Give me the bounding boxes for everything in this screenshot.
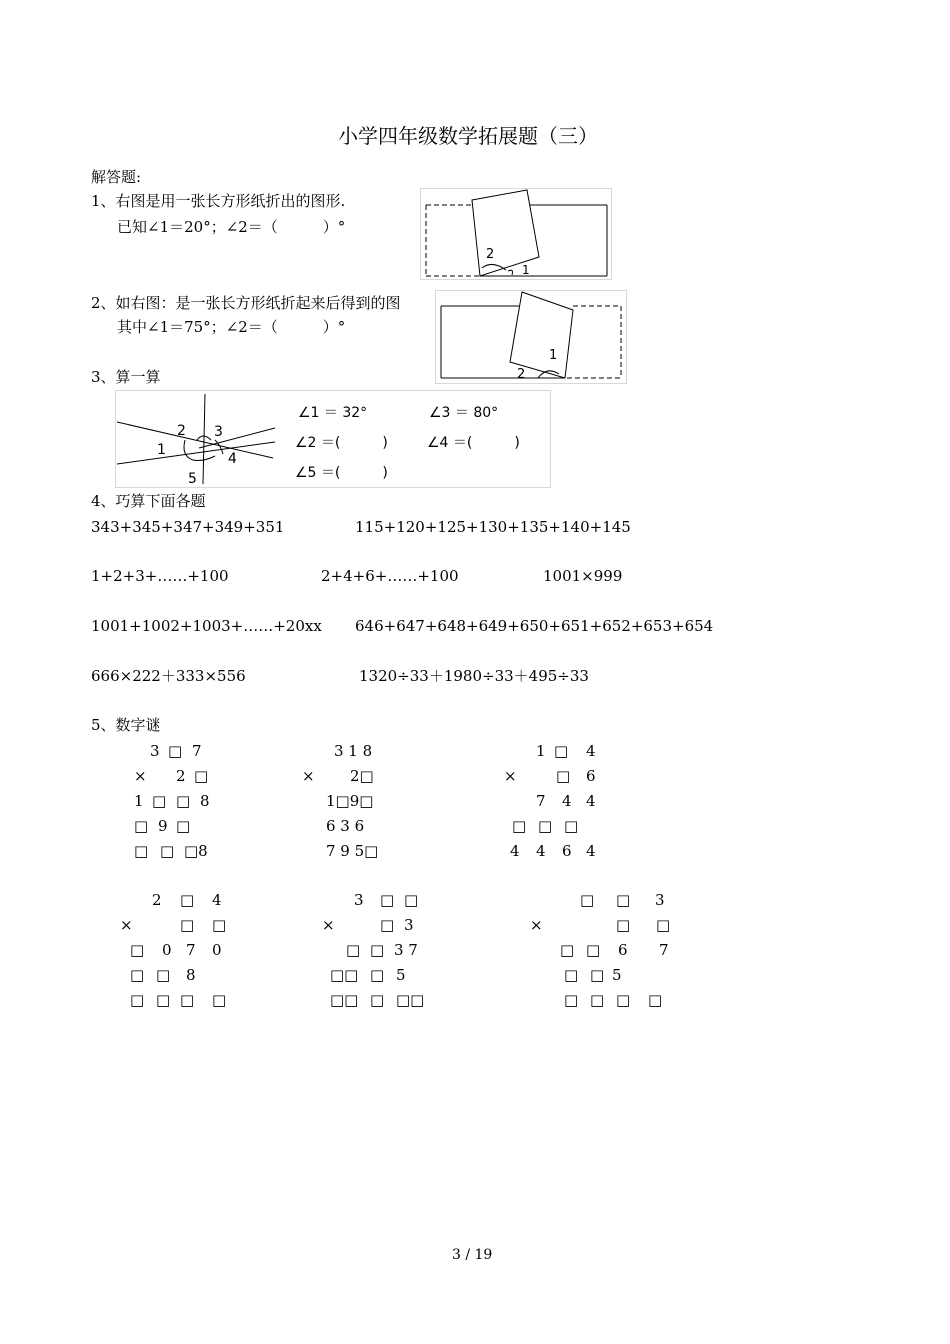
blank-box: □ — [156, 966, 171, 984]
digit: 2 — [152, 891, 162, 909]
digit-row: 3 7 — [394, 941, 418, 959]
digit-row: 6 3 6 — [326, 817, 365, 835]
q1-line2: 已知∠1＝20°；∠2＝（ ）° — [117, 218, 346, 236]
digit: 8 — [186, 966, 196, 984]
q4-expr: 646+647+648+649+650+651+652+653+654 — [355, 617, 714, 635]
blank-box: □ — [130, 991, 145, 1009]
blank-box: □ — [346, 941, 361, 959]
q2-line1: 2、如右图：是一张长方形纸折起来后得到的图 — [91, 294, 401, 312]
blank-box: □ — [152, 792, 167, 810]
blank-box: □ — [212, 916, 227, 934]
q4-heading: 4、巧算下面各题 — [91, 492, 206, 510]
blank-box: □ — [194, 767, 209, 785]
times-sign: × — [302, 767, 315, 785]
digit: 5 — [396, 966, 406, 984]
blank-box: □ — [616, 916, 631, 934]
digit: 3 — [404, 916, 414, 934]
q2-label-2: 2 — [517, 367, 526, 382]
q4-expr: 115+120+125+130+135+140+145 — [355, 518, 631, 536]
blank-box: □ — [564, 991, 579, 1009]
blank-box: □ — [564, 966, 579, 984]
q2-label-1: 1 — [549, 348, 558, 363]
blank-box: □ — [538, 817, 553, 835]
q3-ask-angle2: ∠2 ＝( ) — [295, 435, 388, 451]
blank-box: □ — [180, 991, 195, 1009]
digit: 3 — [150, 742, 160, 760]
q3-label-4: 4 — [228, 451, 237, 467]
blank-box: □ — [560, 941, 575, 959]
page-title: 小学四年级数学拓展题（三） — [338, 124, 598, 148]
digit-row: 1□9□ — [326, 792, 374, 810]
q3-given-angle3: ∠3 ＝ 80° — [429, 405, 499, 421]
q1-label-2: 2 — [486, 247, 495, 262]
digit: 3 — [655, 891, 665, 909]
digit: 4 — [586, 792, 596, 810]
q3-label-5: 5 — [188, 471, 197, 487]
q3-given-angle1: ∠1 ＝ 32° — [298, 405, 368, 421]
blank-box: □ — [370, 966, 385, 984]
digit: 3 — [354, 891, 364, 909]
digit: 4 — [212, 891, 222, 909]
digit: 9 — [158, 817, 168, 835]
digit: 6 — [586, 767, 596, 785]
times-sign: × — [322, 916, 335, 934]
blank-box: □ — [586, 941, 601, 959]
q1-figure — [420, 188, 612, 280]
blank-box: □ — [180, 916, 195, 934]
blank-box: □ — [556, 767, 571, 785]
blank-box: □ — [564, 817, 579, 835]
digit: 4 — [586, 842, 596, 860]
q3-label-2: 2 — [177, 423, 186, 439]
times-sign: × — [530, 916, 543, 934]
blank-box: □ — [616, 891, 631, 909]
blank-box: □8 — [184, 842, 208, 860]
q3-label-3: 3 — [214, 424, 223, 440]
q3-label-1: 1 — [157, 442, 166, 458]
digit: 6 — [618, 941, 628, 959]
blank-box: □ — [212, 991, 227, 1009]
blank-box: □ — [380, 916, 395, 934]
blank-box: □ — [656, 916, 671, 934]
q4-expr: 1001×999 — [543, 567, 623, 585]
blank-box: □ — [554, 742, 569, 760]
digit: 6 — [562, 842, 572, 860]
digit: 5 — [612, 966, 622, 984]
blank-box: □ — [134, 817, 149, 835]
digit: 7 — [536, 792, 546, 810]
page-number: 3 / 19 — [452, 1247, 493, 1263]
blank-box: □ — [130, 941, 145, 959]
blank-box: □ — [648, 991, 663, 1009]
digit: 8 — [200, 792, 210, 810]
q4-expr: 343+345+347+349+351 — [91, 518, 285, 536]
q3-ask-angle4: ∠4 ＝( ) — [427, 435, 520, 451]
blank-box: □ — [370, 941, 385, 959]
digit: 2 — [176, 767, 186, 785]
q4-expr: 2+4+6+……+100 — [321, 567, 459, 585]
blank-box: □ — [180, 891, 195, 909]
blank-box: □ — [404, 891, 419, 909]
q3-ask-angle5: ∠5 ＝( ) — [295, 465, 388, 481]
q2-line2: 其中∠1＝75°；∠2＝（ ）° — [117, 318, 346, 336]
blank-box: □ — [580, 891, 595, 909]
blank-box: □ — [176, 792, 191, 810]
digit: 1 — [134, 792, 144, 810]
digit: 7 — [186, 941, 196, 959]
digit: 7 — [192, 742, 202, 760]
digit: 0 — [162, 941, 172, 959]
q4-expr: 666×222＋333×556 — [91, 667, 246, 685]
q1-line1: 1、右图是用一张长方形纸折出的图形. — [91, 192, 346, 210]
times-sign: × — [120, 916, 133, 934]
q4-expr: 1+2+3+……+100 — [91, 567, 229, 585]
blank-box: □□ — [330, 991, 359, 1009]
digit: 7 — [659, 941, 669, 959]
times-sign: × — [134, 767, 147, 785]
blank-box: □ — [168, 742, 183, 760]
blank-box: □ — [134, 842, 149, 860]
blank-box: □ — [512, 817, 527, 835]
q1-label-1: 1 — [522, 263, 530, 277]
section-heading: 解答题: — [91, 168, 142, 186]
blank-box: □ — [370, 991, 385, 1009]
digit: 0 — [212, 941, 222, 959]
q5-heading: 5、数字谜 — [91, 716, 161, 734]
q4-expr: 1001+1002+1003+……+20xx — [91, 617, 322, 635]
blank-box: □ — [130, 966, 145, 984]
times-sign: × — [504, 767, 517, 785]
blank-box: □ — [590, 991, 605, 1009]
digit: 1 — [536, 742, 546, 760]
q4-expr: 1320÷33＋1980÷33＋495÷33 — [359, 667, 589, 685]
q2-figure — [435, 290, 627, 384]
blank-box: □□ — [396, 991, 425, 1009]
digit: 4 — [562, 792, 572, 810]
blank-box: □□ — [330, 966, 359, 984]
digit: 4 — [536, 842, 546, 860]
blank-box: □ — [176, 817, 191, 835]
blank-box: □ — [160, 842, 175, 860]
blank-box: □ — [616, 991, 631, 1009]
digit: 4 — [586, 742, 596, 760]
digit-row: 3 1 8 — [334, 742, 373, 760]
q3-heading: 3、算一算 — [91, 368, 161, 386]
digit: 4 — [510, 842, 520, 860]
blank-box: □ — [156, 991, 171, 1009]
blank-box: □ — [380, 891, 395, 909]
blank-box: □ — [590, 966, 605, 984]
digit-row: 7 9 5□ — [326, 842, 379, 860]
q3-figure — [115, 390, 551, 488]
digit-row: 2□ — [350, 767, 374, 785]
